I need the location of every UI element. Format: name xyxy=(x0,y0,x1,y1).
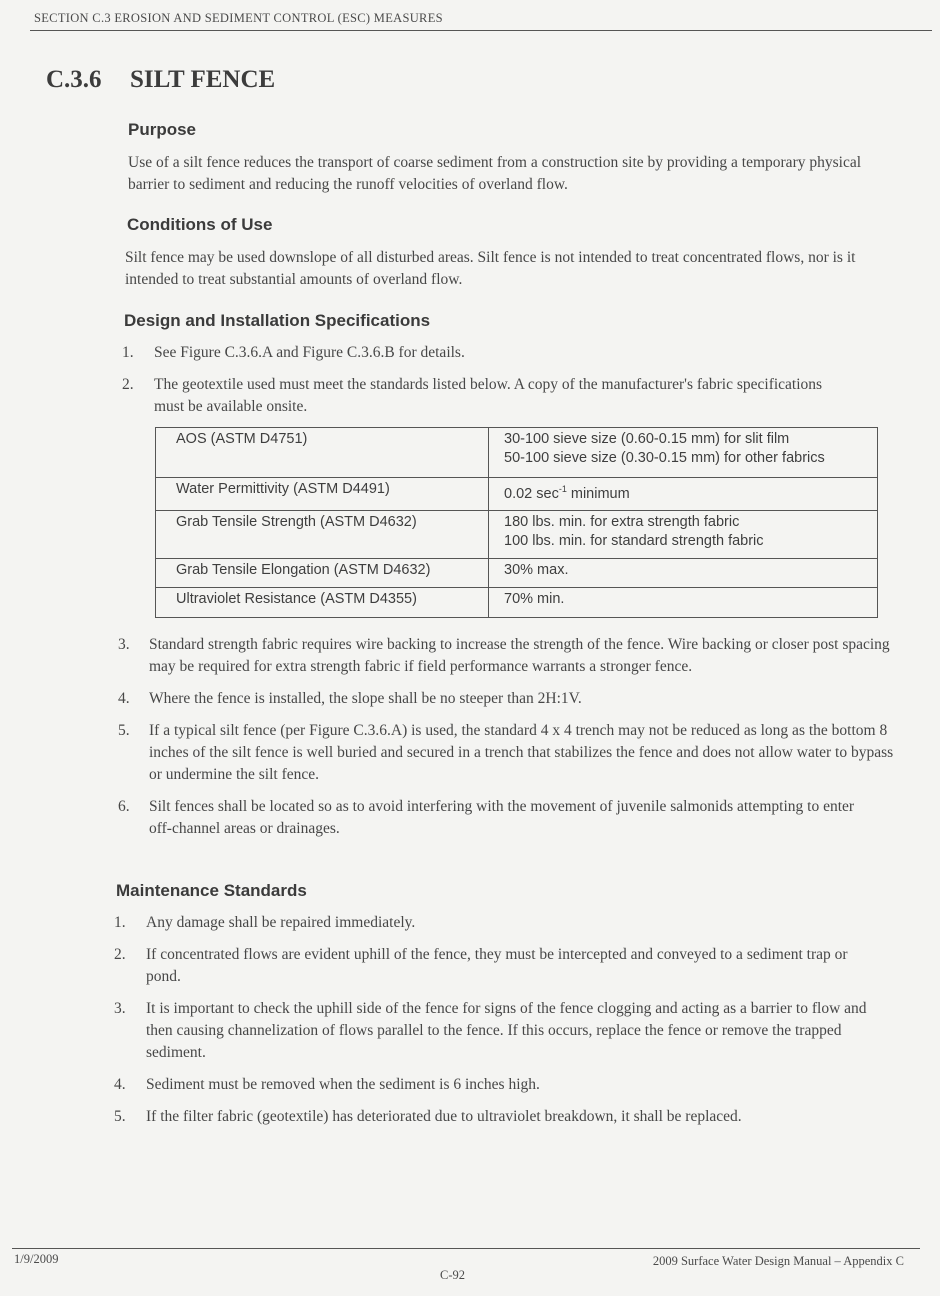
item-number: 2. xyxy=(114,946,126,963)
list-item xyxy=(118,796,869,840)
section-number: C.3.6 xyxy=(46,66,102,93)
spec-value: 0.02 $\sec^{-1}$ minimum xyxy=(489,478,878,511)
spec-value: 180 lbs. min. for extra strength fabric 100 lbs. min. for standard strength fabric xyxy=(489,510,878,558)
list-item xyxy=(122,342,882,364)
spec-value: 30% max. xyxy=(489,558,878,587)
spec-value: 70% min. xyxy=(489,587,878,617)
design-heading: Design and Installation Specifications xyxy=(124,311,431,330)
header-rule xyxy=(30,30,932,31)
section-title xyxy=(46,66,275,94)
item-number: 1. xyxy=(114,914,126,931)
table-row xyxy=(156,510,878,558)
footer-rule xyxy=(12,1248,920,1249)
spec-property: Ultraviolet Resistance (ASTM D4355) xyxy=(156,587,489,617)
item-number: 1. xyxy=(122,344,134,361)
table-row xyxy=(156,478,878,511)
conditions-text: Silt fence may be used downslope of all disturbed areas. Silt fence is not intended to treat concentrated flows, nor is it intended to treat substantial amounts of overland flow. xyxy=(125,249,856,288)
item-text: Where the fence is installed, the slope shall be no steeper than 2H:1V. xyxy=(149,690,582,707)
list-item xyxy=(114,998,889,1064)
spec-value: 30-100 sieve size (0.60-0.15 mm) for slit film 50-100 sieve size (0.30-0.15 mm) for other fabrics xyxy=(489,428,878,478)
page-number: C-92 xyxy=(440,1268,465,1282)
maintenance-heading: Maintenance Standards xyxy=(116,881,307,900)
item-text: If a typical silt fence (per Figure C.3.6.A) is used, the standard 4 x 4 trench may not be reduced as long as the bottom 8 inches of the silt fence is well buried and secured in a trench that stabilizes the fence and does not allow water to bypass or undermine the silt fence. xyxy=(149,722,894,783)
item-text: Any damage shall be repaired immediately. xyxy=(146,914,416,931)
list-item xyxy=(114,1074,889,1096)
list-item xyxy=(118,688,896,710)
item-number: 4. xyxy=(118,690,130,707)
item-text: Standard strength fabric requires wire backing to increase the strength of the fence. Wire backing or closer post spacing may be required for extra strength fabric if field performance warrants a stronger fence. xyxy=(149,636,890,675)
item-text: If concentrated flows are evident uphill of the fence, they must be intercepted and conveyed to a sediment trap or pond. xyxy=(146,946,848,985)
item-text: Sediment must be removed when the sediment is 6 inches high. xyxy=(146,1076,540,1093)
table-row xyxy=(156,587,878,617)
list-item xyxy=(114,1106,889,1128)
design-list-top xyxy=(122,342,882,418)
list-item xyxy=(118,720,896,786)
design-list-bottom xyxy=(118,634,896,840)
spec-property: AOS (ASTM D4751) xyxy=(156,428,489,478)
list-item xyxy=(114,944,876,988)
running-header: SECTION C.3 EROSION AND SEDIMENT CONTROL (ESC) MEASURES xyxy=(34,11,443,25)
item-number: 2. xyxy=(122,376,134,393)
item-number: 4. xyxy=(114,1076,126,1093)
purpose-text: Use of a silt fence reduces the transport of coarse sediment from a construction site by providing a temporary physical barrier to sediment and reducing the runoff velocities of overland flow. xyxy=(128,154,862,193)
item-number: 5. xyxy=(114,1108,126,1125)
item-number: 6. xyxy=(118,798,130,815)
spec-property: Grab Tensile Elongation (ASTM D4632) xyxy=(156,558,489,587)
item-text: See Figure C.3.6.A and Figure C.3.6.B for details. xyxy=(154,344,465,361)
item-text: If the filter fabric (geotextile) has deteriorated due to ultraviolet breakdown, it shall be replaced. xyxy=(146,1108,742,1125)
list-item xyxy=(118,634,896,678)
list-item xyxy=(122,374,854,418)
footer-manual-title: 2009 Surface Water Design Manual – Appendix C xyxy=(652,1254,904,1268)
list-item xyxy=(114,912,889,934)
conditions-heading: Conditions of Use xyxy=(127,215,273,234)
item-number: 3. xyxy=(114,1000,126,1017)
spec-property: Grab Tensile Strength (ASTM D4632) xyxy=(156,510,489,558)
item-text: Silt fences shall be located so as to avoid interfering with the movement of juvenile salmonids attempting to enter off-channel areas or drainages. xyxy=(149,798,855,837)
table-row xyxy=(156,558,878,587)
geotextile-spec-table xyxy=(155,427,878,618)
spec-property: Water Permittivity (ASTM D4491) xyxy=(156,478,489,511)
maintenance-list xyxy=(114,912,889,1128)
item-number: 5. xyxy=(118,722,130,739)
table-row xyxy=(156,428,878,478)
item-number: 3. xyxy=(118,636,130,653)
item-text: It is important to check the uphill side of the fence for signs of the fence clogging and acting as a barrier to flow and then causing channelization of flows parallel to the fence. If this occurs, replace the fence or remove the trapped sediment. xyxy=(146,1000,867,1061)
item-text: The geotextile used must meet the standards listed below. A copy of the manufacturer's fabric specifications must be available onsite. xyxy=(154,376,823,415)
section-name: SILT FENCE xyxy=(130,66,276,93)
purpose-heading: Purpose xyxy=(128,120,197,139)
footer-date: 1/9/2009 xyxy=(14,1252,59,1266)
